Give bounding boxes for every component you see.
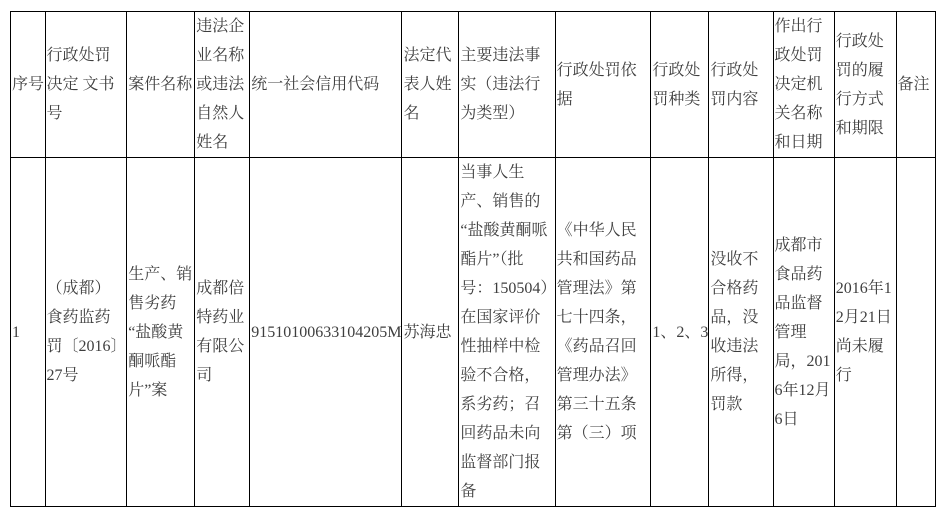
header-case-name: 案件名称 (127, 12, 195, 158)
header-authority-and-date: 作出行政处罚决定机关名称和日期 (773, 12, 834, 158)
header-penalty-basis: 行政处罚依据 (555, 12, 651, 158)
cell-violation-facts: 当事人生产、销售的“盐酸黄酮哌酯片”（批号：150504）在国家评价性抽样中检验不合格，系劣药；召回药品未向监督部门报备 (459, 158, 555, 507)
header-violation-facts: 主要违法事实（违法行为类型） (459, 12, 555, 158)
header-violator-name: 违法企业名称或违法自然人姓名 (195, 12, 250, 158)
cell-penalty-type: 1、2、3 (651, 158, 709, 507)
header-row (11, 12, 936, 158)
cell-legal-representative: 苏海忠 (402, 158, 459, 507)
cell-authority-and-date: 成都市食品药品监督管理局，2016年12月6日 (773, 158, 834, 507)
header-credit-code: 统一社会信用代码 (250, 12, 402, 158)
cell-penalty-basis: 《中华人民共和国药品管理法》第七十四条，《药品召回管理办法》第三十五条第（三）项 (555, 158, 651, 507)
header-penalty-type: 行政处罚种类 (651, 12, 709, 158)
cell-violator-name: 成都倍特药业有限公司 (195, 158, 250, 507)
cell-decision-doc-number: （成都）食药监药罚〔2016〕27号 (45, 158, 127, 507)
header-remarks: 备注 (896, 12, 935, 158)
cell-penalty-content: 没收不合格药品，没收违法所得，罚款 (709, 158, 773, 507)
header-fulfillment-method-deadline: 行政处罚的履行方式和期限 (834, 12, 896, 158)
cell-credit-code: 91510100633104205M (250, 158, 402, 507)
header-legal-representative: 法定代表人姓名 (402, 12, 459, 158)
cell-case-name: 生产、销售劣药“盐酸黄酮哌酯片”案 (127, 158, 195, 507)
header-penalty-content: 行政处罚内容 (709, 12, 773, 158)
cell-fulfillment-method-deadline: 2016年12月21日尚未履行 (834, 158, 896, 507)
penalty-disclosure-table (10, 11, 936, 507)
cell-remarks (896, 158, 935, 507)
header-decision-doc-number: 行政处罚决定 文书号 (45, 12, 127, 158)
table-row (11, 158, 936, 507)
cell-serial-number: 1 (11, 158, 46, 507)
header-serial-number: 序号 (11, 12, 46, 158)
